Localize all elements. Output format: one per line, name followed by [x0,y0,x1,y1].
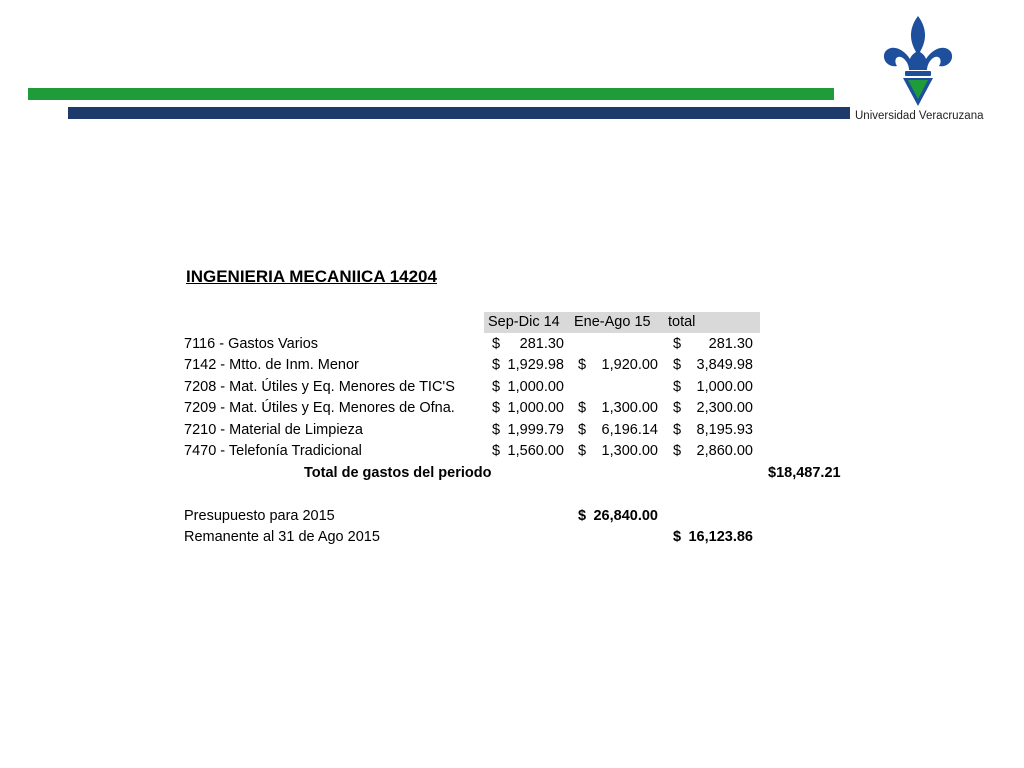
remaining-row [184,527,844,549]
spacer-row [184,484,844,506]
budget-label: Presupuesto para 2015 [184,507,335,524]
currency-sign: $ [578,421,587,438]
currency-sign: $ [673,421,682,438]
total-value: 8,195.93 [696,421,753,438]
remaining-label: Remanente al 31 de Ago 2015 [184,529,380,545]
ene-ago-value: 1,300.00 [601,400,658,416]
fleur-de-lis-icon [883,14,953,108]
currency-sign: $ [492,357,501,373]
table-row [184,334,844,356]
table-header-row [184,312,844,334]
col-header-sep-dic: Sep-Dic 14 [488,314,560,330]
sep-dic-value: 1,000.00 [507,400,564,416]
total-value: 281.30 [708,335,753,352]
header-green-bar [28,88,834,100]
row-label: 7210 - Material de Limpieza [184,421,363,438]
table-row [184,441,844,463]
sep-dic-value: 1,929.98 [507,357,564,373]
currency-sign: $ [492,421,501,438]
currency-sign: $ [492,378,501,395]
page-title: INGENIERIA MECANIICA 14204 [186,267,437,286]
header-navy-bar [68,107,850,119]
table-row [184,420,844,442]
currency-sign: $ [578,443,587,459]
currency-sign: $ [673,378,682,395]
ene-ago-value: 6,196.14 [601,421,658,438]
total-value: 1,000.00 [696,378,753,395]
budget-row [184,506,844,528]
row-label: 7116 - Gastos Varios [184,335,319,352]
col-header-total: total [668,314,696,330]
table-row [184,355,844,377]
table-row [184,398,844,420]
total-row [184,463,844,485]
sep-dic-value: 1,560.00 [507,443,564,459]
budget-value: 26,840.00 [593,507,658,524]
currency-sign: $ [673,357,682,373]
currency-sign: $ [673,529,682,545]
sep-dic-value: 281.30 [519,335,564,352]
university-name: Universidad Veracruzana [855,110,984,122]
total-value: 2,860.00 [696,443,753,459]
row-label: 7142 - Mtto. de Inm. Menor [184,357,359,373]
currency-sign: $ [673,335,682,352]
currency-sign: $ [492,443,501,459]
currency-sign: $ [492,400,501,416]
sep-dic-value: 1,999.79 [507,421,564,438]
expense-table [184,312,844,549]
row-label: 7208 - Mat. Útiles y Eq. Menores de TIC'S [184,378,455,395]
currency-sign: $ [673,443,682,459]
university-logo [855,14,984,126]
total-value: 3,849.98 [696,357,753,373]
total-amount: $18,487.21 [768,464,841,481]
col-header-ene-ago: Ene-Ago 15 [574,314,651,330]
row-label: 7209 - Mat. Útiles y Eq. Menores de Ofna. [184,400,455,416]
currency-sign: $ [578,507,587,524]
row-label: 7470 - Telefonía Tradicional [184,443,362,459]
currency-sign: $ [578,357,587,373]
remaining-value: 16,123.86 [688,529,753,545]
ene-ago-value: 1,300.00 [601,443,658,459]
total-value: 2,300.00 [696,400,753,416]
currency-sign: $ [492,335,501,352]
currency-sign: $ [578,400,587,416]
table-row [184,377,844,399]
sep-dic-value: 1,000.00 [507,378,564,395]
total-label: Total de gastos del periodo [304,464,492,481]
currency-sign: $ [673,400,682,416]
ene-ago-value: 1,920.00 [601,357,658,373]
